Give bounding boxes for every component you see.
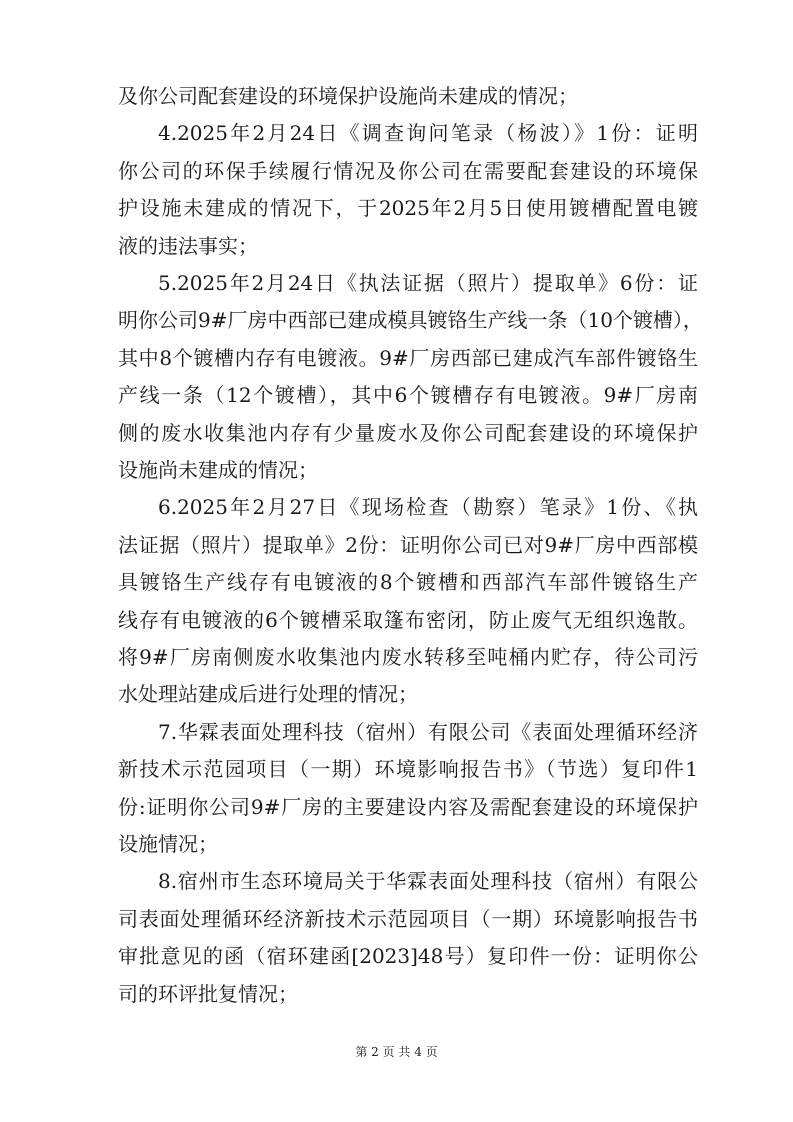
text-line: 4.2025年2月24日《调查询问笔录（杨波）》1份：证明 (158, 121, 698, 146)
text-line: 司的环评批复情况； (118, 981, 298, 1006)
text-line: 液的违法事实； (118, 233, 258, 258)
text-line: 8.宿州市生态环境局关于华霖表面处理科技（宿州）有限公 (158, 869, 698, 894)
text-line: 你公司的环保手续履行情况及你公司在需要配套建设的环境保 (118, 158, 698, 183)
text-line: 侧的废水收集池内存有少量废水及你公司配套建设的环境保护 (118, 420, 698, 445)
text-line: 审批意见的函（宿环建函[2023]48号）复印件一份：证明你公 (118, 944, 698, 969)
text-line: 护设施未建成的情况下，于2025年2月5日使用镀槽配置电镀 (118, 196, 698, 221)
text-line: 其中8个镀槽内存有电镀液。9#厂房西部已建成汽车部件镀铬生 (118, 345, 698, 370)
text-line: 司表面处理循环经济新技术示范园项目（一期）环境影响报告书 (118, 906, 698, 931)
text-line: 份:证明你公司9#厂房的主要建设内容及需配套建设的环境保护 (118, 794, 698, 819)
text-line: 具镀铬生产线存有电镀液的8个镀槽和西部汽车部件镀铬生产 (118, 570, 698, 595)
text-line: 5.2025年2月24日《执法证据（照片）提取单》6份：证 (158, 271, 698, 295)
text-line: 线存有电镀液的6个镀槽采取篷布密闭，防止废气无组织逸散。 (118, 607, 698, 632)
text-line: 6.2025年2月27日《现场检查（勘察）笔录》1份、《执 (158, 495, 698, 520)
text-line: 设施尚未建成的情况； (118, 458, 318, 482)
text-line: 7.华霖表面处理科技（宿州）有限公司《表面处理循环经济 (158, 719, 698, 744)
text-line: 将9#厂房南侧废水收集池内废水转移至吨桶内贮存，待公司污 (118, 645, 698, 669)
text-line: 水处理站建成后进行处理的情况； (118, 682, 418, 707)
text-line: 产线一条（12个镀槽），其中6个镀槽存有电镀液。9#厂房南 (118, 383, 698, 408)
text-line: 设施情况； (118, 832, 218, 856)
text-line: 法证据（照片）提取单》2份：证明你公司已对9#厂房中西部模 (118, 532, 698, 557)
page-footer: 第 2 页 共 4 页 (355, 1045, 438, 1059)
text-line: 新技术示范园项目（一期）环境影响报告书》（节选）复印件1 (118, 757, 698, 782)
text-line: 明你公司9#厂房中西部已建成模具镀铬生产线一条（10个镀槽）， (118, 308, 703, 333)
text-line: 及你公司配套建设的环境保护设施尚未建成的情况； (118, 84, 578, 108)
